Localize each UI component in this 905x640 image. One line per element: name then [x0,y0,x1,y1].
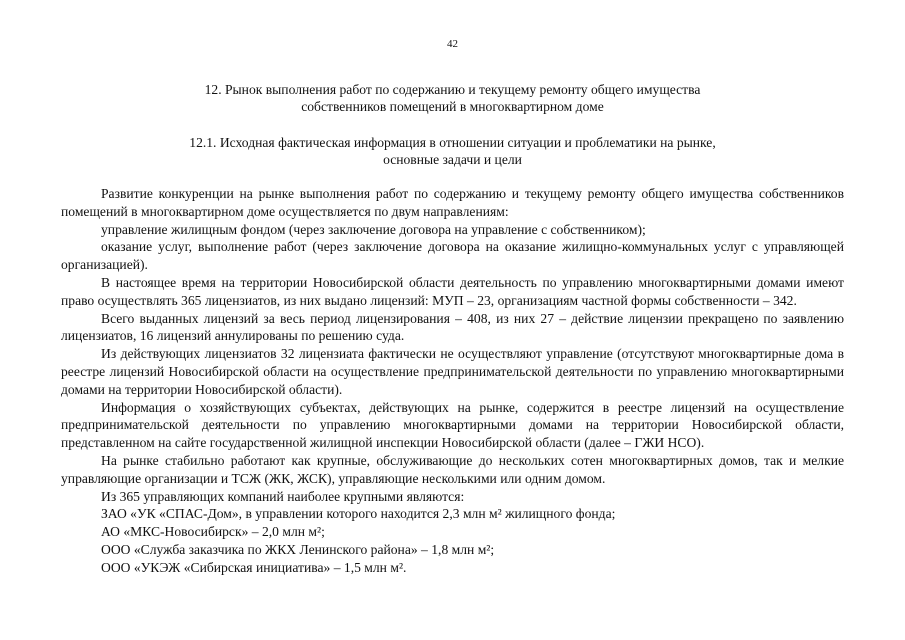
list-item-company-2: АО «МКС-Новосибирск» – 2,0 млн м²; [101,524,325,540]
page-number: 42 [447,38,458,50]
section-title-line-2: собственников помещений в многоквартирном доме [301,98,604,114]
list-item-company-4: ООО «УКЭЖ «Сибирская инициатива» – 1,5 млн м². [101,559,407,575]
paragraph-inactive-licensees: Из действующих лицензиатов 32 лицензиата фактически не осуществляют управление (отсутствуют многоквартирные дома в реестре лицензий Новосибирской области на осуществление предпринимательской деятельности по управлению многоквартирными домами на территории Новосибирской области). [61,346,844,397]
paragraph-direction-1: управление жилищным фондом (через заключение договора на управление с собственником); [101,221,646,237]
list-item-company-3: ООО «Служба заказчика по ЖКХ Ленинского района» – 1,8 млн м²; [101,541,495,557]
document-body [61,185,844,577]
paragraph-largest-intro: Из 365 управляющих компаний наиболее крупными являются: [101,488,465,504]
paragraph-licensees: В настоящее время на территории Новосибирской области деятельность по управлению многоквартирными домами имеют право осуществлять 365 лицензиатов, из них выдано лицензий: МУП – 23, организациям частной формы собственности – 342. [61,274,844,308]
section-title [0,82,905,115]
paragraph-market-participants: На рынке стабильно работают как крупные, обслуживающие до нескольких сотен многоквартирных домов, так и мелкие управляющие организации и ТСЖ (ЖК, ЖСК), управляющие несколькими или одним домом. [61,452,844,486]
list-item-company-1: ЗАО «УК «СПАС-Дом», в управлении которого находится 2,3 млн м² жилищного фонда; [101,506,616,522]
paragraph-licenses-total: Всего выданных лицензий за весь период лицензирования – 408, из них 27 – действие лицензии прекращено по заявлению лицензиатов, 16 лицензий аннулированы по решению суда. [61,310,844,344]
section-title-line-1: 12. Рынок выполнения работ по содержанию и текущему ремонту общего имущества [204,82,701,97]
subsection-title-line-1: 12.1. Исходная фактическая информация в отношении ситуации и проблематики на рынке, [189,135,716,150]
subsection-title [0,135,905,168]
paragraph-registry-info: Информация о хозяйствующих субъектах, действующих на рынке, содержится в реестре лицензий на осуществление предпринимательской деятельности по управлению многоквартирными домами на территории Новосибирской области, представленном на сайте государственной жилищной инспекции Новосибирской области (далее – ГЖИ НСО). [61,399,844,451]
paragraph-direction-2: оказание услуг, выполнение работ (через заключение договора на оказание жилищно-коммунальных услуг с управляющей организацией). [61,239,844,273]
subsection-title-line-2: основные задачи и цели [383,151,522,167]
paragraph-intro: Развитие конкуренции на рынке выполнения работ по содержанию и текущему ремонту общего имущества собственников помещений в многоквартирном доме осуществляется по двум направлениям: [61,186,844,219]
